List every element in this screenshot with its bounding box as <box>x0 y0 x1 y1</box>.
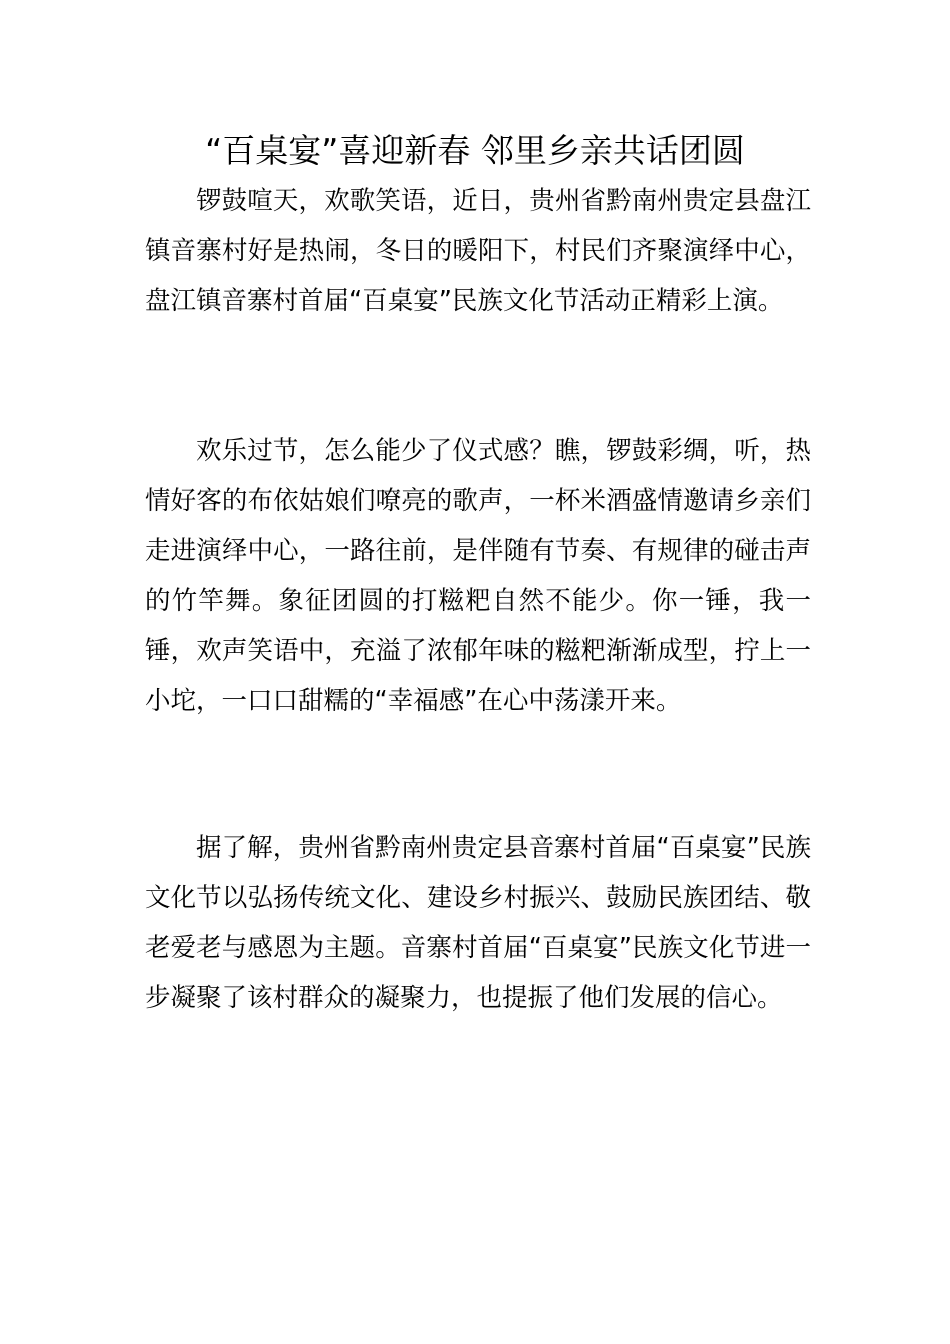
paragraph-1: 锣鼓喧天，欢歌笑语，近日，贵州省黔南州贵定县盘江镇音寨村好是热闹，冬日的暖阳下，村民们齐聚演绎中心，盘江镇音寨村首届“百桌宴”民族文化节活动正精彩上演。 <box>145 186 811 316</box>
paragraph-2: 欢乐过节，怎么能少了仪式感？瞧，锣鼓彩绸，听，热情好客的布依姑娘们嘹亮的歌声，一杯米酒盛情邀请乡亲们走进演绎中心，一路往前，是伴随有节奏、有规律的碰击声的竹竿舞。象征团圆的打糍粑自然不能少。你一锤，我一锤，欢声笑语中，充溢了浓郁年味的糍粑渐渐成型，拧上一小坨，一口口甜糯的“幸福感”在心中荡漾开来。 <box>145 436 811 716</box>
document-title: “百桌宴”喜迎新春 邻里乡亲共话团圆 <box>205 131 745 170</box>
paragraph-3: 据了解，贵州省黔南州贵定县音寨村首届“百桌宴”民族文化节以弘扬传统文化、建设乡村振兴、鼓励民族团结、敬老爱老与感恩为主题。音寨村首届“百桌宴”民族文化节进一步凝聚了该村群众的凝聚力，也提振了他们发展的信心。 <box>145 833 811 1013</box>
